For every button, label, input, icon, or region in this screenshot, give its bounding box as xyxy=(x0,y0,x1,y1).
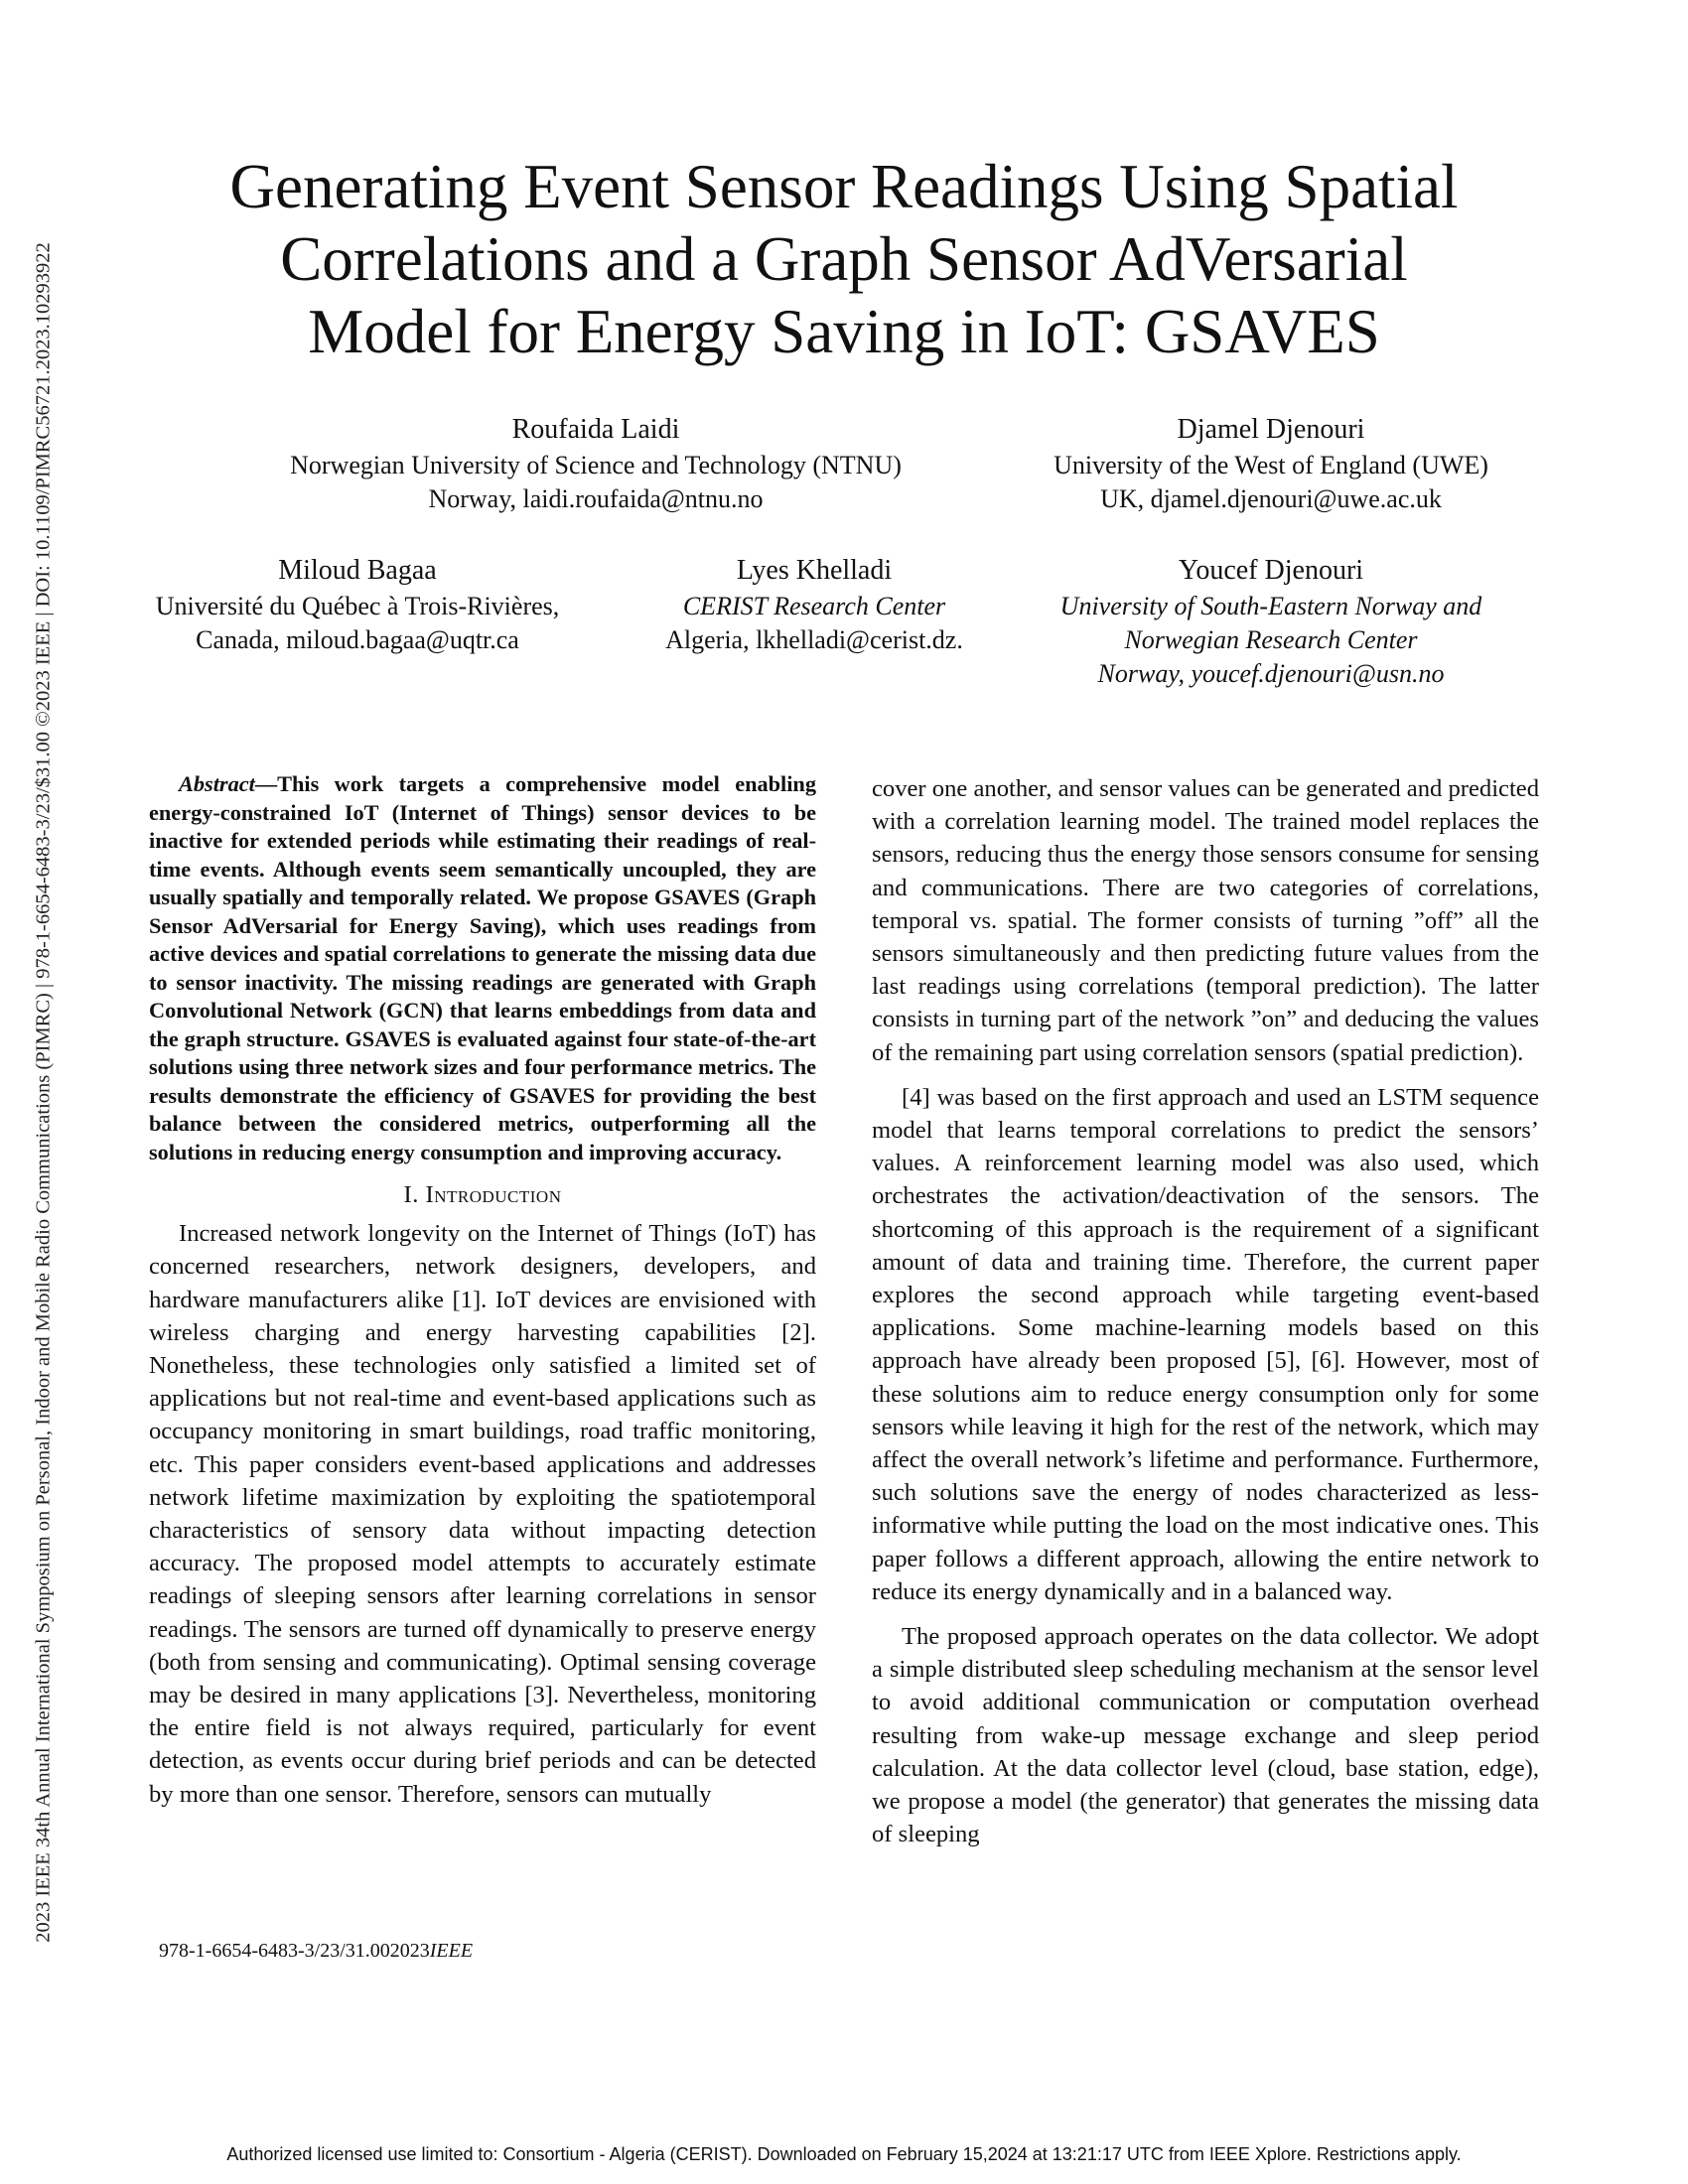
body-paragraph: Increased network longevity on the Internet of Things (IoT) has concerned researchers, network designers, developers, and hardware manufacturers alike [1]. IoT devices are envisioned with wireless charging and energy harvesting capabilities [2]. Nonetheless, these technologies only satisfied a limited set of applications but not real-time and event-based applications such as occupancy monitoring in smart buildings, road traffic monitoring, etc. This paper considers event-based applications and addresses network lifetime maximization by exploiting the spatiotemporal characteristics of sensory data without impacting detection accuracy. The proposed model attempts to accurately estimate readings of sleeping sensors after learning correlations in sensor readings. The sensors are turned off dynamically to preserve energy (both from sensing and communicating). Optimal sensing coverage may be desired in many applications [3]. Nevertheless, monitoring the entire field is not always required, particularly for event detection, as events occur during brief periods and can be detected by more than one sensor. Therefore, sensors can mutually xyxy=(149,1220,816,1808)
author-name: Roufaida Laidi xyxy=(511,414,680,445)
title-line: Correlations and a Graph Sensor AdVersarial xyxy=(280,224,1408,294)
section-title: Introduction xyxy=(425,1181,562,1208)
abstract-text: —This work targets a comprehensive model enabling energy-constrained IoT (Internet of Things) sensor devices to be inactive for extended periods while estimating their readings of real-time events. Although events seem semantically uncoupled, they are usually spatially and temporally related. We propose GSAVES (Graph Sensor AdVersarial for Energy Saving), which uses readings from active devices and spatial correlations to generate the missing data due to sensor inactivity. The missing readings are generated with Graph Convolutional Network (GCN) that learns embeddings from data and the graph structure. GSAVES is evaluated against four state-of-the-art solutions using three network sizes and four performance metrics. The results demonstrate the efficiency of GSAVES for providing the best balance between the considered metrics, outperforming all the solutions in reducing energy consumption and improving accuracy. xyxy=(149,771,816,1164)
license-footer: Authorized licensed use limited to: Consortium - Algeria (CERIST). Downloaded on February 15,2024 at 13:21:17 UTC from IEEE Xplore. Restrictions apply. xyxy=(226,2144,1462,2164)
author-block-laidi xyxy=(248,413,943,516)
author-contact: Norway, laidi.roufaida@ntnu.no xyxy=(428,484,764,513)
author-block-khelladi xyxy=(616,554,1013,657)
copyright-footnote xyxy=(159,1940,473,1963)
abstract xyxy=(149,770,816,1166)
paper-title xyxy=(139,151,1549,368)
body-paragraph: The proposed approach operates on the data collector. We adopt a simple distributed sleep scheduling mechanism at the sensor level to avoid additional communication or computation overhead resulting from wake-up message exchange and sleep period calculation. At the data collector level (cloud, base station, edge), we propose a model (the generator) that generates the missing data of sleeping xyxy=(872,1623,1539,1848)
abstract-label: Abstract xyxy=(179,771,255,796)
author-name: Djamel Djenouri xyxy=(1177,414,1365,445)
author-contact: Algeria, lkhelladi@cerist.dz. xyxy=(665,625,963,654)
author-affiliation: University of South-Eastern Norway and xyxy=(1059,592,1482,620)
right-column xyxy=(872,772,1539,1851)
author-name: Miloud Bagaa xyxy=(278,555,437,586)
title-line: Generating Event Sensor Readings Using Spatial xyxy=(229,152,1459,221)
sidebar-citation xyxy=(14,0,73,2184)
author-contact: Canada, miloud.bagaa@uqtr.ca xyxy=(196,625,519,654)
left-column xyxy=(149,770,816,1811)
author-affiliation-2: Norwegian Research Center xyxy=(1124,625,1418,654)
author-contact: Norway, youcef.djenouri@usn.no xyxy=(1097,659,1445,688)
author-contact: UK, djamel.djenouri@uwe.ac.uk xyxy=(1100,484,1442,513)
author-name: Lyes Khelladi xyxy=(736,555,893,586)
author-block-youcef xyxy=(1013,554,1529,691)
author-affiliation: University of the West of England (UWE) xyxy=(1054,451,1488,479)
author-affiliation: Norwegian University of Science and Technology (NTNU) xyxy=(290,451,902,479)
author-name: Youcef Djenouri xyxy=(1178,555,1364,586)
body-paragraph: [4] was based on the first approach and used an LSTM sequence model that learns temporal correlations to predict the sensors’ values. A reinforcement learning model was also used, which orchestrates the activation/deactivation of the sensors. The shortcoming of this approach is the requirement of a significant amount of data and training time. Therefore, the current paper explores the second approach while targeting event-based applications. Some machine-learning models based on this approach have already been proposed [5], [6]. However, most of these solutions aim to reduce energy consumption only for some sensors while leaving it high for the rest of the network, which may affect the overall network’s lifetime and performance. Furthermore, such solutions save the energy of nodes characterized as less-informative while putting the load on the most indicative ones. This paper follows a different approach, allowing the entire network to reduce its energy dynamically and in a balanced way. xyxy=(872,1083,1539,1605)
author-affiliation: Université du Québec à Trois-Rivières, xyxy=(155,592,560,620)
footnote-code: 978-1-6654-6483-3/23/31.002023 xyxy=(159,1940,430,1962)
author-block-djamel xyxy=(1023,413,1519,516)
title-line: Model for Energy Saving in IoT: GSAVES xyxy=(308,297,1380,366)
body-paragraph: cover one another, and sensor values can be generated and predicted with a correlation learning model. The trained model replaces the sensors, reducing thus the energy those sensors consume for sensing and communications. There are two categories of correlations, temporal vs. spatial. The former consists of turning ”off” all the sensors simultaneously and then predicting future values from the last readings using correlations (temporal prediction). The latter consists in turning part of the network ”on” and deducing the values of the remaining part using correlation sensors (spatial prediction). xyxy=(872,775,1539,1066)
sidebar-citation-text: 2023 IEEE 34th Annual International Symposium on Personal, Indoor and Mobile Radio Communications (PIMRC) | 978-1-6654-6483-3/23/$31.00 ©2023 IEEE | DOI: 10.1109/PIMRC56721.2023.10293922 xyxy=(32,241,55,1943)
footnote-org: IEEE xyxy=(429,1940,474,1962)
section-number: I. xyxy=(403,1181,419,1208)
author-block-bagaa xyxy=(129,554,586,657)
author-affiliation: CERIST Research Center xyxy=(682,592,946,620)
section-heading xyxy=(149,1178,816,1211)
